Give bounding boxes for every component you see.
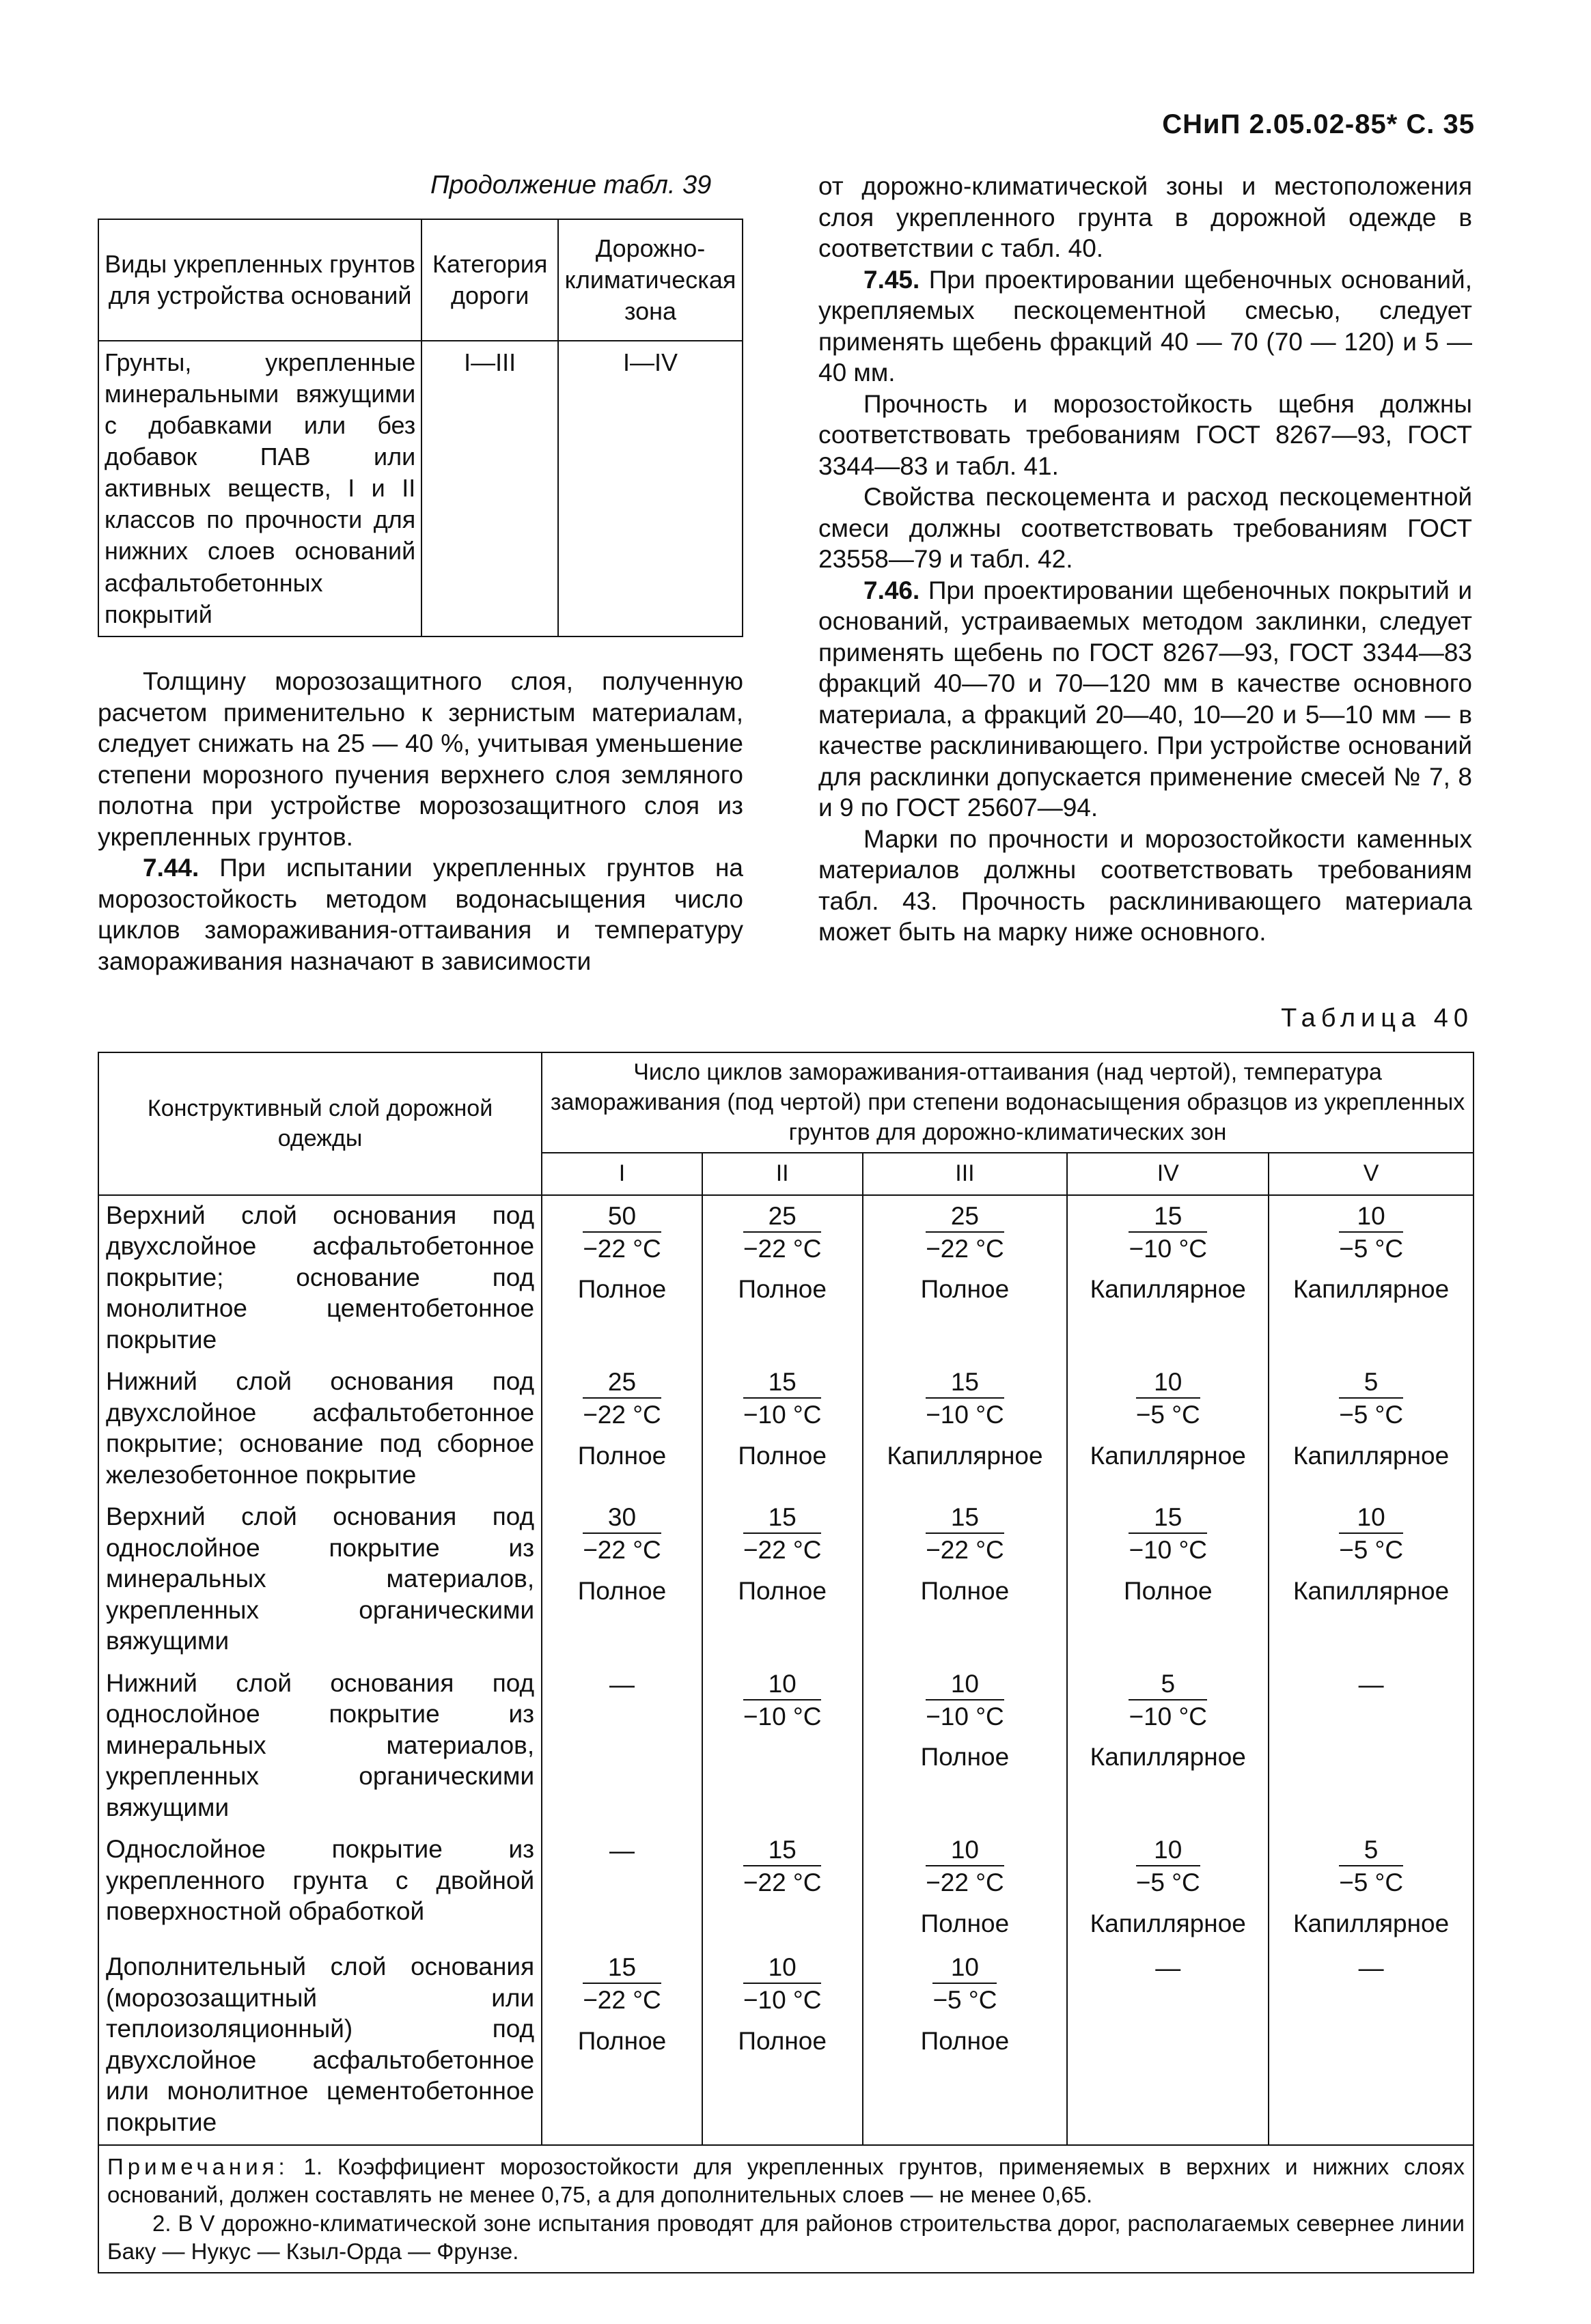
table-row xyxy=(98,1362,1474,1497)
temperature-value: −10 °С xyxy=(743,1702,822,1731)
clause-number: 7.45. xyxy=(863,265,920,294)
saturation-kind: Полное xyxy=(577,1576,667,1605)
table40-cell-value xyxy=(702,1664,863,1830)
table40-cell-value xyxy=(702,1195,863,1362)
table-row xyxy=(98,1830,1474,1947)
paragraph: Прочность и морозостойкость щебня должны соответствовать требованиям ГОСТ 8267—93, ГОСТ 3344—83 и табл. 41. xyxy=(818,389,1472,480)
table40-cell-value xyxy=(863,1195,1068,1362)
table40-cell-value xyxy=(1269,1362,1474,1497)
temperature-value: −22 °С xyxy=(743,1536,822,1565)
table40-cell-value xyxy=(542,1195,702,1362)
saturation-kind: Полное xyxy=(577,2026,667,2055)
cycles-value: 10 xyxy=(743,1952,822,1984)
table40-cell-value xyxy=(863,1362,1068,1497)
temperature-value: −22 °С xyxy=(583,1234,661,1263)
temperature-value: −10 °С xyxy=(926,1702,1004,1731)
saturation-kind: Полное xyxy=(738,1576,827,1605)
fraction xyxy=(743,1367,822,1431)
cycles-value: 15 xyxy=(743,1367,822,1399)
table40-cell-value xyxy=(1269,1195,1474,1362)
fraction xyxy=(1339,1201,1403,1265)
temperature-value: −5 °С xyxy=(1339,1401,1404,1429)
dash-mark: — xyxy=(1358,1670,1384,1698)
table40-cell-layer: Верхний слой основания под двухслойное асфальтобетонное покрытие; основание под монолитное цементобетонное покрытие xyxy=(98,1195,542,1362)
table40-cell-layer: Нижний слой основания под двухслойное асфальтобетонное покрытие; основание под сборное железобетонное покрытие xyxy=(98,1362,542,1497)
saturation-kind: Капиллярное xyxy=(1292,1576,1450,1605)
table40-caption: Таблица 40 xyxy=(1281,1004,1474,1033)
fraction xyxy=(1129,1669,1207,1733)
table-row xyxy=(98,1497,1474,1664)
temperature-value: −10 °С xyxy=(1129,1536,1208,1565)
table40-cell-value xyxy=(702,1497,863,1664)
fraction xyxy=(1129,1201,1207,1265)
saturation-kind: Капиллярное xyxy=(1292,1275,1450,1304)
saturation-kind: Капиллярное xyxy=(1292,1909,1450,1937)
saturation-kind: Полное xyxy=(577,1441,667,1470)
cycles-value: 10 xyxy=(926,1669,1004,1700)
table-39 xyxy=(98,219,743,637)
fraction xyxy=(926,1835,1004,1899)
table40-cell-layer: Нижний слой основания под однослойное покрытие из минеральных материалов, укрепленных органическими вяжущими xyxy=(98,1664,542,1830)
table40-notes-row xyxy=(98,2145,1474,2273)
saturation-kind: Полное xyxy=(577,1275,667,1304)
fraction xyxy=(926,1502,1004,1567)
cycles-value: 5 xyxy=(1129,1669,1207,1700)
clause-number: 7.44. xyxy=(143,854,199,882)
fraction xyxy=(583,1367,661,1431)
saturation-kind: Полное xyxy=(920,1275,1010,1304)
table-row xyxy=(98,1947,1474,2145)
table40-header-zone-5: V xyxy=(1269,1153,1474,1195)
table40-cell-value xyxy=(1269,1497,1474,1664)
table40-header-layer: Конструктивный слой дорожной одежды xyxy=(98,1052,542,1195)
temperature-value: −22 °С xyxy=(926,1234,1004,1263)
table40-cell-layer: Однослойное покрытие из укрепленного грунта с двойной поверхностной обработкой xyxy=(98,1830,542,1947)
paragraph-7-46 xyxy=(818,575,1472,824)
temperature-value: −5 °С xyxy=(1339,1868,1404,1897)
table40-cell-value xyxy=(863,1664,1068,1830)
table40-notes xyxy=(98,2145,1474,2273)
fraction xyxy=(1339,1367,1403,1431)
table-40 xyxy=(98,1052,1474,2273)
fraction xyxy=(583,1502,661,1567)
fraction xyxy=(926,1201,1004,1265)
table39-cell-zone: I—IV xyxy=(558,341,743,636)
temperature-value: −10 °С xyxy=(926,1401,1004,1429)
table-row xyxy=(98,1195,1474,1362)
temperature-value: −10 °С xyxy=(743,1401,822,1429)
table39-header-category: Категория дороги xyxy=(421,219,558,341)
fraction xyxy=(926,1367,1004,1431)
table39-header-zone: Дорожно-климатическая зона xyxy=(558,219,743,341)
saturation-kind: Полное xyxy=(920,1743,1010,1772)
fraction xyxy=(1339,1835,1403,1899)
table40-header-group: Число циклов замораживания-оттаивания (над чертой), температура замораживания (под чертой) при степени водонасыщения образцов из укрепленных грунтов для дорожно-климатических зон xyxy=(542,1052,1474,1153)
cycles-value: 10 xyxy=(926,1835,1004,1866)
dash-mark: — xyxy=(1155,1954,1181,1983)
table40-cell-value xyxy=(702,1947,863,2145)
cycles-value: 15 xyxy=(743,1502,822,1534)
fraction xyxy=(1339,1502,1403,1567)
paragraph: от дорожно-климатической зоны и местоположения слоя укрепленного грунта в дорожной одежде в соответствии с табл. 40. xyxy=(818,172,1472,262)
dash-mark: — xyxy=(609,1836,635,1865)
note-1: 1. Коэффициент морозостойкости для укрепленных грунтов, применяемых в верхних и нижних слоях оснований, должен составлять не менее 0,75, а для дополнительных слоев — не менее 0,65. xyxy=(107,2154,1465,2208)
table40-cell-value xyxy=(1067,1830,1269,1947)
table40-cell-value xyxy=(863,1947,1068,2145)
fraction xyxy=(1129,1502,1207,1567)
saturation-kind: Полное xyxy=(738,1441,827,1470)
cycles-value: 30 xyxy=(583,1502,661,1534)
temperature-value: −10 °С xyxy=(1129,1702,1208,1731)
table40-cell-value xyxy=(1067,1497,1269,1664)
paragraph-7-44 xyxy=(98,852,743,977)
left-column-text xyxy=(98,666,743,977)
saturation-kind: Капиллярное xyxy=(887,1441,1043,1470)
saturation-kind: Полное xyxy=(738,2026,827,2055)
cycles-value: 15 xyxy=(1129,1201,1207,1233)
saturation-kind: Полное xyxy=(738,1275,827,1304)
cycles-value: 10 xyxy=(1339,1201,1403,1233)
paragraph: Толщину морозозащитного слоя, полученную расчетом применительно к зернистым материалам, следует снижать на 25 — 40 %, учитывая уменьшение степени морозного пучения верхнего слоя земляного полотна при устройстве морозозащитного слоя из укрепленных грунтов. xyxy=(98,667,743,851)
temperature-value: −22 °С xyxy=(926,1536,1004,1565)
right-column-text xyxy=(818,171,1472,948)
table40-cell-value xyxy=(1067,1664,1269,1830)
table-row xyxy=(98,1664,1474,1830)
saturation-kind: Полное xyxy=(920,1909,1010,1937)
temperature-value: −22 °С xyxy=(743,1234,822,1263)
table40-cell-value xyxy=(1067,1947,1269,2145)
temperature-value: −5 °С xyxy=(1339,1234,1404,1263)
cycles-value: 25 xyxy=(926,1201,1004,1233)
fraction xyxy=(743,1201,822,1265)
cycles-value: 15 xyxy=(1129,1502,1207,1534)
temperature-value: −22 °С xyxy=(743,1868,822,1897)
note-2: 2. В V дорожно-климатической зоне испытания проводят для районов строительства дорог, располагаемых севернее линии Баку — Нукус — Кзыл-Орда — Фрунзе. xyxy=(107,2210,1465,2264)
table40-cell-layer: Верхний слой основания под однослойное покрытие из минеральных материалов, укрепленных органическими вяжущими xyxy=(98,1497,542,1664)
table40-cell-value xyxy=(863,1497,1068,1664)
table40-cell-value xyxy=(863,1830,1068,1947)
dash-mark: — xyxy=(1358,1954,1384,1983)
temperature-value: −22 °С xyxy=(926,1868,1004,1897)
notes-label: Примечания: xyxy=(107,2154,289,2180)
table40-header-zone-2: II xyxy=(702,1153,863,1195)
clause-text: При проектировании щебеночных оснований, укрепляемых пескоцементной смесью, следует применять щебень фракций 40 — 70 (70 — 120) и 5 — 40 мм. xyxy=(818,265,1472,387)
table40-cell-value xyxy=(542,1947,702,2145)
fraction xyxy=(743,1502,822,1567)
temperature-value: −5 °С xyxy=(1135,1401,1200,1429)
table39-caption: Продолжение табл. 39 xyxy=(430,171,712,199)
fraction xyxy=(926,1669,1004,1733)
table40-cell-value xyxy=(542,1497,702,1664)
table39-header-soil: Виды укрепленных грунтов для устройства оснований xyxy=(98,219,421,341)
saturation-kind: Капиллярное xyxy=(1090,1909,1246,1937)
temperature-value: −10 °С xyxy=(743,1986,822,2015)
cycles-value: 5 xyxy=(1339,1367,1403,1399)
table40-cell-value xyxy=(542,1362,702,1497)
table40-cell-value xyxy=(1269,1664,1474,1830)
saturation-kind: Капиллярное xyxy=(1090,1441,1246,1470)
temperature-value: −22 °С xyxy=(583,1401,661,1429)
temperature-value: −5 °С xyxy=(932,1986,997,2015)
table39-cell-category: I—III xyxy=(421,341,558,636)
cycles-value: 25 xyxy=(583,1367,661,1399)
paragraph-7-45 xyxy=(818,264,1472,389)
clause-text: При испытании укрепленных грунтов на морозостойкость методом водонасыщения число циклов замораживания-оттаивания и температуру замораживания назначают в зависимости xyxy=(98,854,743,975)
fraction xyxy=(932,1952,997,2017)
clause-number: 7.46. xyxy=(863,576,920,604)
table39-cell-soil: Грунты, укрепленные минеральными вяжущими с добавками или без добавок ПАВ или активных веществ, I и II классов по прочности для нижних слоев оснований асфальтобетонных покрытий xyxy=(98,341,421,636)
fraction xyxy=(583,1952,661,2017)
table40-header-zone-3: III xyxy=(863,1153,1068,1195)
table40-cell-layer: Дополнительный слой основания (морозозащитный или теплоизоляционный) под двухслойное асфальтобетонное или монолитное цементобетонное покрытие xyxy=(98,1947,542,2145)
table40-cell-value xyxy=(542,1830,702,1947)
cycles-value: 15 xyxy=(926,1502,1004,1534)
cycles-value: 15 xyxy=(743,1835,822,1866)
cycles-value: 50 xyxy=(583,1201,661,1233)
cycles-value: 10 xyxy=(932,1952,997,1984)
table40-cell-value xyxy=(1067,1195,1269,1362)
table40-cell-value xyxy=(1067,1362,1269,1497)
fraction xyxy=(1136,1367,1200,1431)
fraction xyxy=(743,1835,822,1899)
table40-header-zone-4: IV xyxy=(1067,1153,1269,1195)
cycles-value: 10 xyxy=(1136,1367,1200,1399)
fraction xyxy=(583,1201,661,1265)
saturation-kind: Капиллярное xyxy=(1090,1275,1246,1304)
temperature-value: −5 °С xyxy=(1135,1868,1200,1897)
saturation-kind: Капиллярное xyxy=(1090,1743,1246,1772)
table40-cell-value xyxy=(1269,1830,1474,1947)
saturation-kind: Полное xyxy=(920,2026,1010,2055)
table40-cell-value xyxy=(702,1830,863,1947)
table40-header-zone-1: I xyxy=(542,1153,702,1195)
page-header: СНиП 2.05.02-85* С. 35 xyxy=(1162,109,1475,139)
cycles-value: 10 xyxy=(1339,1502,1403,1534)
cycles-value: 25 xyxy=(743,1201,822,1233)
table40-cell-value xyxy=(1269,1947,1474,2145)
table40-cell-value xyxy=(542,1664,702,1830)
cycles-value: 15 xyxy=(926,1367,1004,1399)
paragraph: Марки по прочности и морозостойкости каменных материалов должны соответствовать требованиям табл. 43. Прочность расклинивающего материала может быть на марку ниже основного. xyxy=(818,824,1472,946)
temperature-value: −5 °С xyxy=(1339,1536,1404,1565)
fraction xyxy=(1136,1835,1200,1899)
fraction xyxy=(743,1669,822,1733)
cycles-value: 15 xyxy=(583,1952,661,1984)
cycles-value: 10 xyxy=(743,1669,822,1700)
saturation-kind: Полное xyxy=(920,1576,1010,1605)
table40-cell-value xyxy=(702,1362,863,1497)
dash-mark: — xyxy=(609,1670,635,1698)
saturation-kind: Капиллярное xyxy=(1292,1441,1450,1470)
fraction xyxy=(743,1952,822,2017)
paragraph: Свойства пескоцемента и расход пескоцементной смеси должны соответствовать требованиям ГОСТ 23558—79 и табл. 42. xyxy=(818,483,1472,573)
cycles-value: 5 xyxy=(1339,1835,1403,1866)
saturation-kind: Полное xyxy=(1123,1576,1213,1605)
temperature-value: −10 °С xyxy=(1129,1234,1208,1263)
temperature-value: −22 °С xyxy=(583,1986,661,2015)
cycles-value: 10 xyxy=(1136,1835,1200,1866)
temperature-value: −22 °С xyxy=(583,1536,661,1565)
clause-text: При проектировании щебеночных покрытий и оснований, устраиваемых методом заклинки, следует применять щебень по ГОСТ 8267—93, ГОСТ 3344—83 фракций 40—70 и 70—120 мм в качестве основного материала, а фракций 20—40, 10—20 и 5—10 мм — в качестве расклинивающего. При устройстве оснований для расклинки допускается применение смесей № 7, 8 и 9 по ГОСТ 25607—94. xyxy=(818,576,1472,822)
